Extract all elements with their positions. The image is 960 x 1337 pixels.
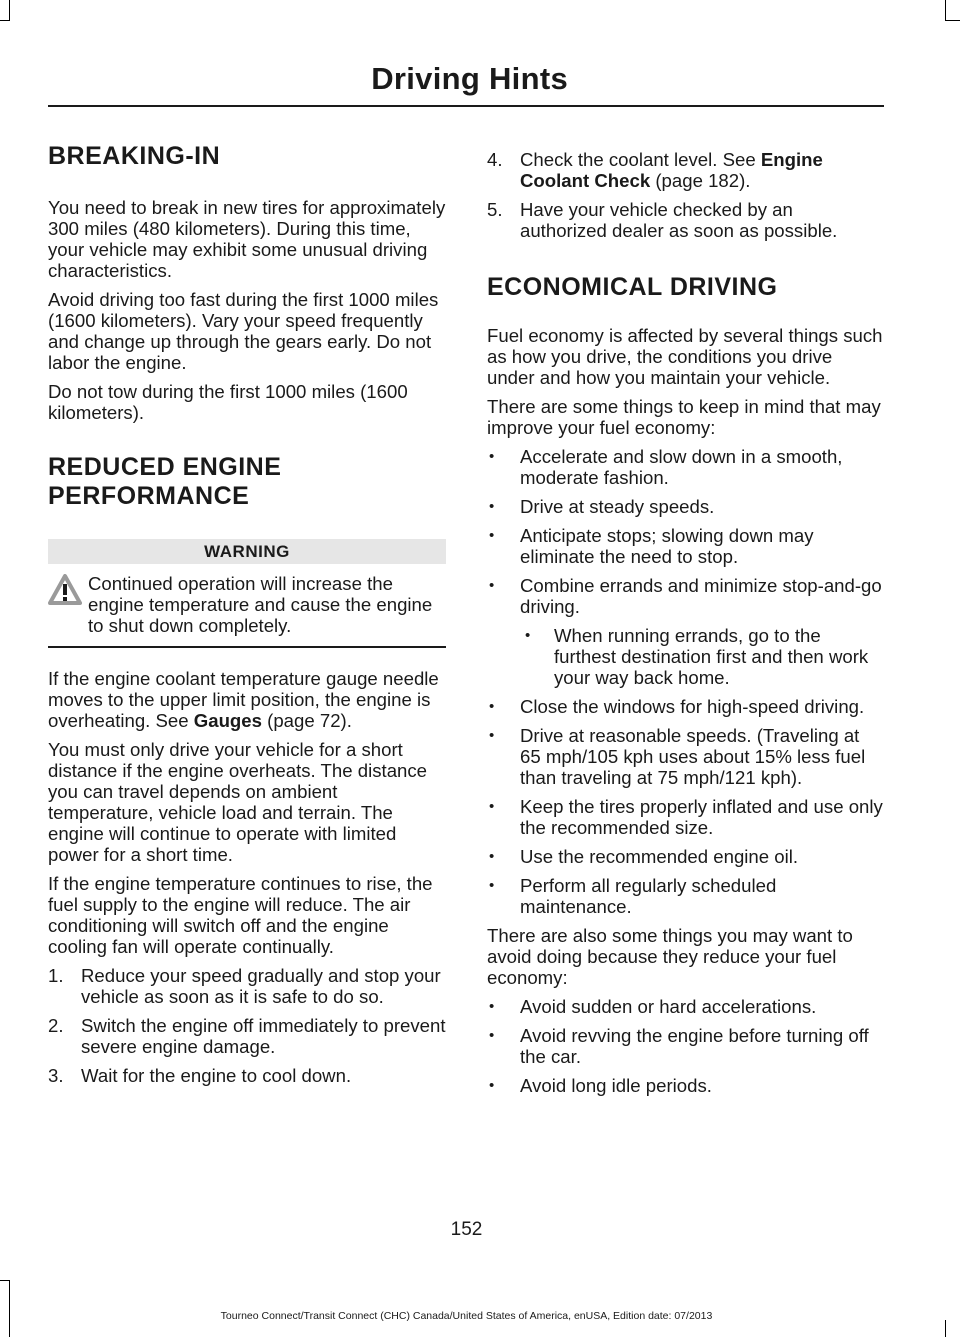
header-rule <box>48 105 884 107</box>
paragraph: If the engine temperature continues to rise, the fuel supply to the engine will reduce. The air conditioning will switch off and the engine cooling fan will operate continually. <box>48 873 433 957</box>
heading-line: PERFORMANCE <box>48 482 250 510</box>
list-item: • Anticipate stops; slowing down may eliminate the need to stop. <box>487 525 883 567</box>
paragraph: Avoid driving too fast during the first 1000 miles (1600 kilometers). Vary your speed frequently and change up through the gears early. Do not labor the engine. <box>48 289 439 373</box>
paragraph: There are some things to keep in mind that may improve your fuel economy: <box>487 396 881 438</box>
warning-triangle-icon <box>48 573 88 636</box>
list-item: • Drive at steady speeds. <box>487 496 883 517</box>
paragraph: If the engine coolant temperature gauge needle moves to the upper limit position, the engine is overheating. See Gauges (page 72). <box>48 668 439 731</box>
crop-mark <box>945 20 960 21</box>
list-item: • Combine errands and minimize stop-and-go driving. <box>487 575 883 617</box>
left-column <box>48 142 446 1094</box>
paragraph: You need to break in new tires for approximately 300 miles (480 kilometers). During this time, your vehicle may exhibit some unusual driving characteristics. <box>48 197 446 281</box>
list-item: • Use the recommended engine oil. <box>487 846 883 867</box>
crop-mark <box>945 0 946 20</box>
steps-list <box>48 965 446 1086</box>
page-number: 152 <box>450 1219 483 1240</box>
list-item: • Avoid long idle periods. <box>487 1075 883 1096</box>
list-item: 5. Have your vehicle checked by an authorized dealer as soon as possible. <box>487 199 838 241</box>
list-item: • Keep the tires properly inflated and use only the recommended size. <box>487 796 883 838</box>
crop-mark <box>9 0 10 20</box>
cross-reference-link[interactable]: Gauges <box>193 710 262 731</box>
warning-text: Continued operation will increase the engine temperature and cause the engine to shut down completely. <box>88 573 433 636</box>
crop-mark <box>0 20 10 21</box>
warning-box <box>48 539 446 648</box>
list-item: 3. Wait for the engine to cool down. <box>48 1065 352 1086</box>
cross-reference-link[interactable]: Engine Coolant Check <box>520 149 823 191</box>
warning-label: WARNING <box>48 539 446 564</box>
steps-list-continued <box>487 149 883 241</box>
paragraph: Do not tow during the first 1000 miles (1600 kilometers). <box>48 381 408 423</box>
paragraph: There are also some things you may want to avoid doing because they reduce your fuel economy: <box>487 925 853 988</box>
list-item: • When running errands, go to the furthest destination first and then work your way back home. <box>487 625 883 688</box>
list-item: • Drive at reasonable speeds. (Traveling at 65 mph/105 kph uses about 15% less fuel than traveling at 75 mph/121 kph). <box>487 725 883 788</box>
right-column <box>487 149 883 1104</box>
list-item: • Perform all regularly scheduled maintenance. <box>487 875 883 917</box>
list-item: • Close the windows for high-speed driving. <box>487 696 883 717</box>
list-item: • Avoid revving the engine before turning off the car. <box>487 1025 883 1067</box>
tips-list <box>487 446 883 917</box>
paragraph: Fuel economy is affected by several things such as how you drive, the conditions you drive under and how you maintain your vehicle. <box>487 325 883 388</box>
avoid-list <box>487 996 883 1096</box>
section-heading-economical-driving: ECONOMICAL DRIVING <box>487 273 778 301</box>
warning-body <box>48 564 446 648</box>
list-item: 1. Reduce your speed gradually and stop your vehicle as soon as it is safe to do so. <box>48 965 441 1007</box>
page-header-title: Driving Hints <box>371 61 568 96</box>
crop-mark <box>945 1320 946 1337</box>
footer-text: Tourneo Connect/Transit Connect (CHC) Canada/United States of America, enUSA, Edition date: 07/2013 <box>220 1310 713 1322</box>
list-item: • Accelerate and slow down in a smooth, moderate fashion. <box>487 446 883 488</box>
section-heading-reduced-engine <box>48 453 446 511</box>
list-item: 4. Check the coolant level. See Engine Coolant Check (page 182). <box>487 149 823 191</box>
heading-line: REDUCED ENGINE <box>48 453 282 481</box>
section-heading-breaking-in: BREAKING-IN <box>48 142 221 170</box>
list-item: 2. Switch the engine off immediately to prevent severe engine damage. <box>48 1015 446 1057</box>
paragraph: You must only drive your vehicle for a short distance if the engine overheats. The distance you can travel depends on ambient temperature, vehicle load and terrain. The engine will continue to operate with limited power for a short time. <box>48 739 428 865</box>
crop-mark <box>9 1280 10 1337</box>
list-item: • Avoid sudden or hard accelerations. <box>487 996 883 1017</box>
crop-mark <box>0 1280 10 1281</box>
